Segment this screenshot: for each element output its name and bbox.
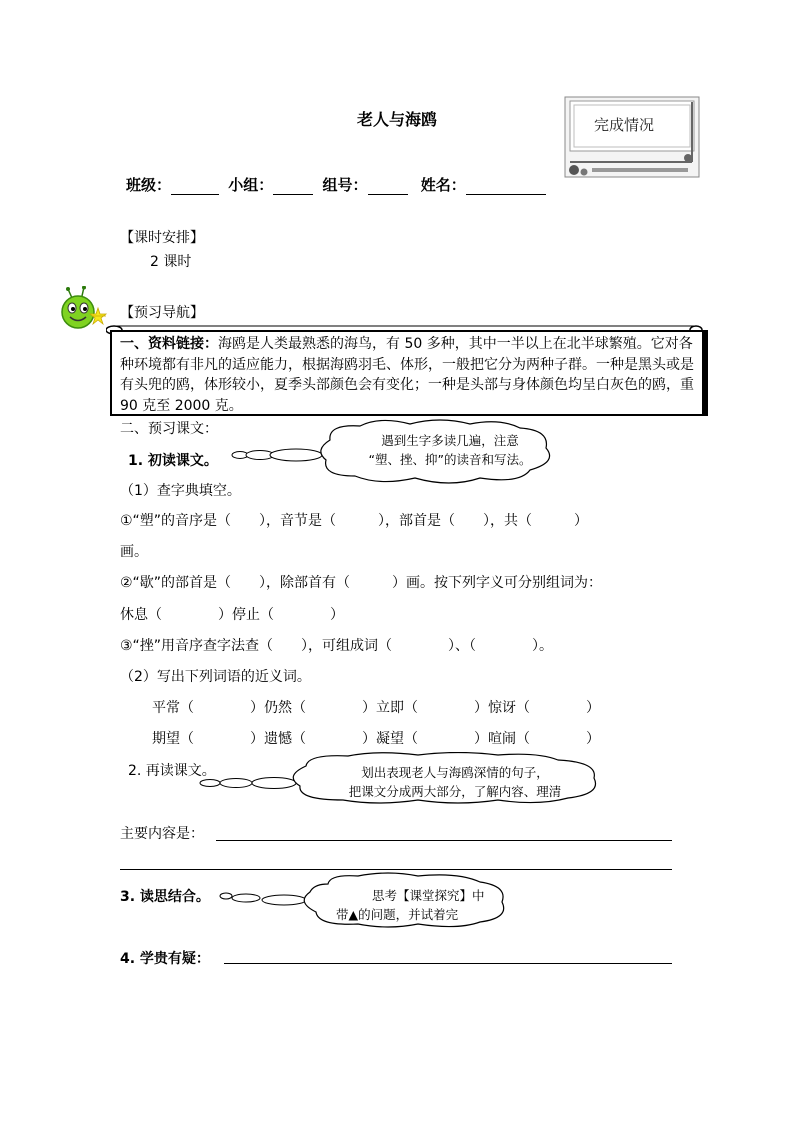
schedule-heading: 【课时安排】 xyxy=(120,230,204,246)
cloud-3-line2: 带▲的问题，并试着完 xyxy=(336,907,459,922)
cloud-1-line2: “塑、挫、抑”的读音和写法。 xyxy=(368,452,532,467)
completion-badge xyxy=(564,96,702,180)
resource-text xyxy=(120,334,695,416)
smiley-mascot-icon xyxy=(56,286,112,336)
synonym-row-2[interactable]: 期望（ ）遗憾（ ）凝望（ ）喧闹（ ） xyxy=(152,731,600,747)
cloud-3-text xyxy=(336,886,496,924)
group-label: 小组： xyxy=(228,176,274,194)
cloud-1-text xyxy=(340,431,560,469)
sub2-heading: （2）写出下列词语的近义词。 xyxy=(120,669,311,685)
badge-text: 完成情况 xyxy=(594,116,655,134)
main-content-line-2[interactable] xyxy=(120,869,672,870)
main-content-line-1[interactable] xyxy=(216,840,672,841)
sub1-heading: （1）查字典填空。 xyxy=(120,483,241,499)
item1-label: 1. 初读课文。 xyxy=(128,453,218,469)
info-line xyxy=(126,174,546,195)
question-1-cont: 画。 xyxy=(120,544,148,560)
resource-scroll-box xyxy=(110,326,706,416)
cloud-2-line2: 把课文分成两大部分，了解内容、理清 xyxy=(348,784,562,799)
resource-body xyxy=(110,330,708,416)
class-label: 班级： xyxy=(126,176,172,194)
badge-frame-icon xyxy=(564,96,702,180)
question-2[interactable]: ②“歇”的部首是（ ），除部首有（ ）画。按下列字义可分别组词为： xyxy=(120,575,603,591)
synonym-row-1[interactable]: 平常（ ）仍然（ ）立即（ ）惊讶（ ） xyxy=(152,700,600,716)
name-label: 姓名： xyxy=(420,176,466,194)
page-title: 老人与海鸥 xyxy=(356,110,437,129)
item3-label: 3. 读思结合。 xyxy=(120,889,210,905)
number-label: 组号： xyxy=(322,176,368,194)
schedule-value: 2 课时 xyxy=(150,254,192,270)
item4-label: 4. 学贵有疑： xyxy=(120,951,210,967)
cloud-1-line1: 遇到生字多读几遍，注意 xyxy=(381,433,519,448)
resource-label: 一、资料链接： xyxy=(120,336,218,352)
resource-content: 海鸥是人类最熟悉的海鸟，有 50 多种，其中一半以上在北半球繁殖。它对各种环境都有非凡的适应能力，根据海鸥羽毛、体形，一般把它分为两种子群。一种是黑头或是有头兜的鸥，体形较小，夏季头部颜色会有变化；一种是头部与身体颜色均呈白灰色的鸥，重 90 克至 2000 克。 xyxy=(120,336,694,414)
group-field[interactable] xyxy=(273,194,313,195)
section2-heading: 二、预习课文： xyxy=(120,421,218,437)
item4-answer-line[interactable] xyxy=(224,963,672,964)
question-3[interactable]: ③“挫”用音序查字法查（ ），可组成词（ ）、（ ）。 xyxy=(120,638,554,654)
cloud-2-line1: 划出表现老人与海鸥深情的句子， xyxy=(361,765,549,780)
cloud-2-text xyxy=(310,763,600,801)
question-2-cont[interactable]: 休息（ ）停止（ ） xyxy=(120,607,344,623)
cloud-3-line1: 思考【课堂探究】中 xyxy=(372,888,485,903)
number-field[interactable] xyxy=(368,194,408,195)
class-field[interactable] xyxy=(171,194,219,195)
preview-heading: 【预习导航】 xyxy=(120,305,204,321)
item2-label: 2. 再读课文。 xyxy=(128,763,216,779)
name-field[interactable] xyxy=(466,194,546,195)
main-content-label: 主要内容是： xyxy=(120,826,204,842)
question-1[interactable]: ①“塑”的音序是（ ），音节是（ ），部首是（ ），共（ ） xyxy=(120,513,589,529)
